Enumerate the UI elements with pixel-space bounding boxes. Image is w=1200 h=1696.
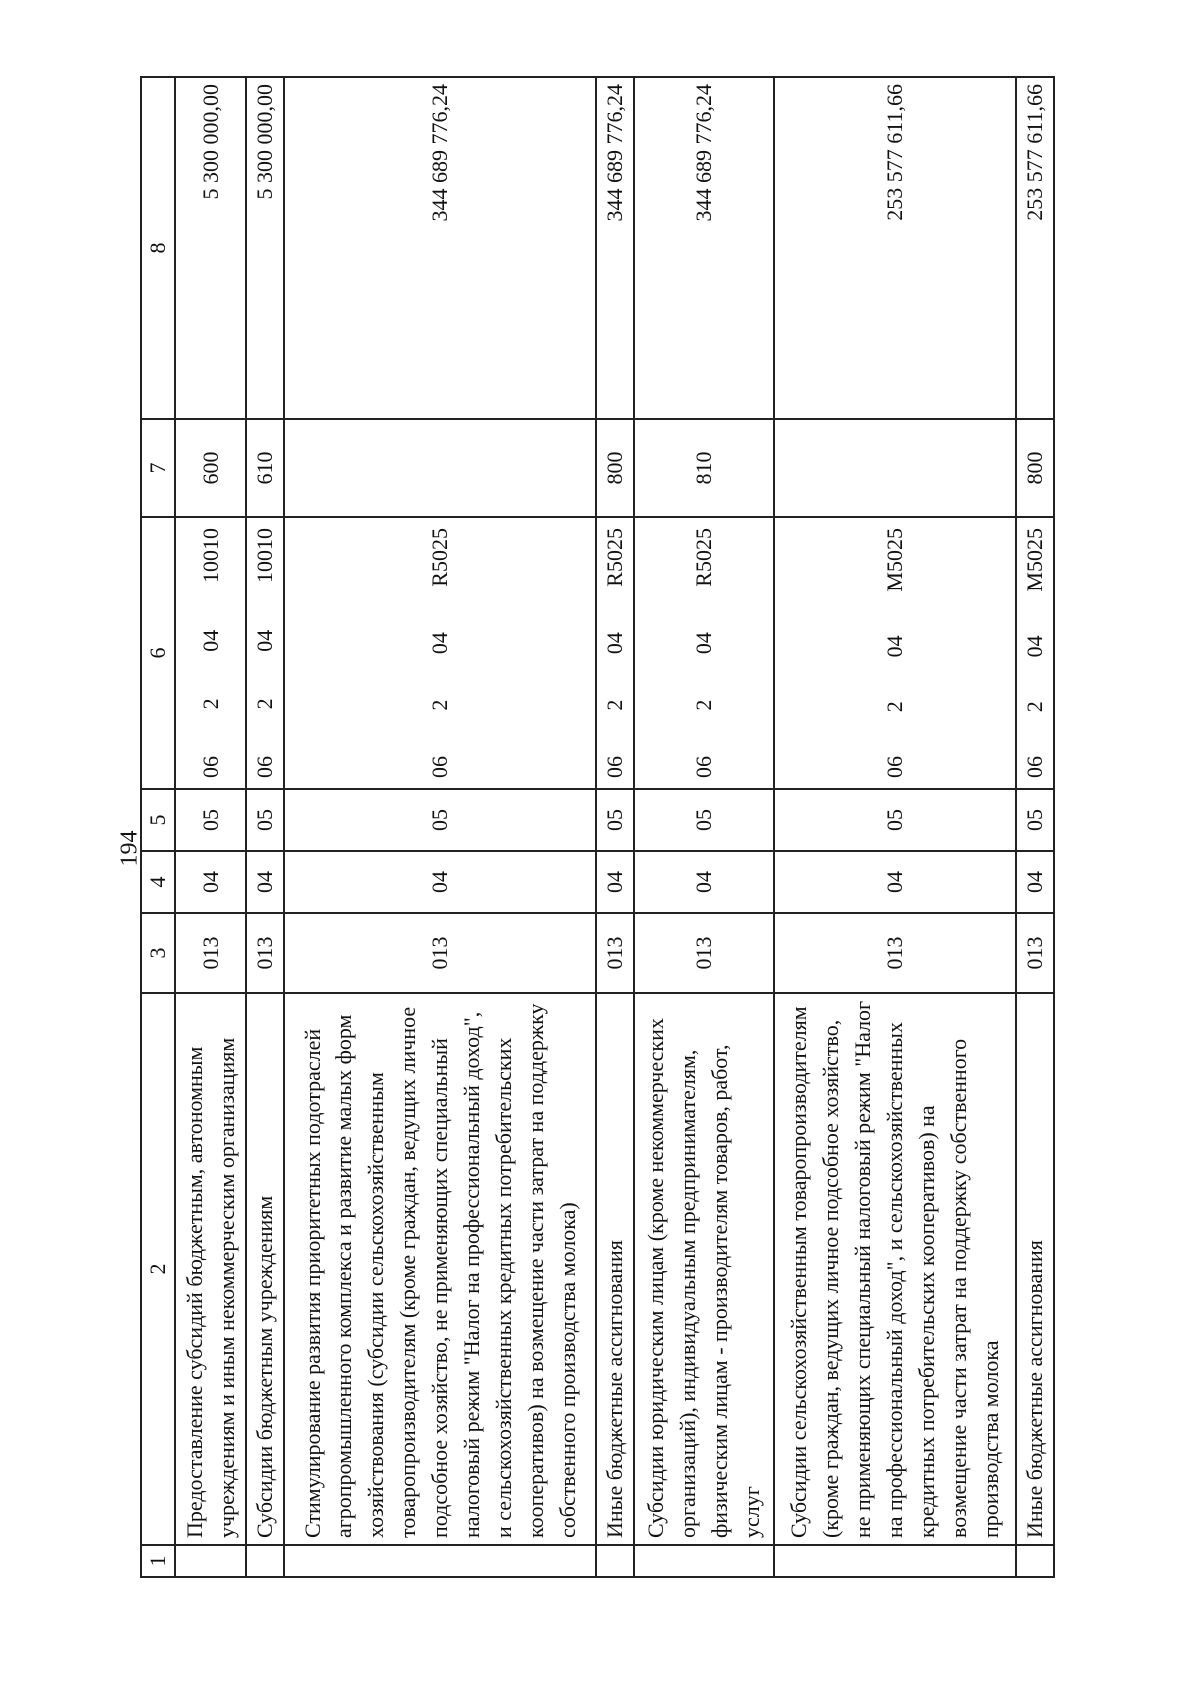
row-rz: 04: [1016, 851, 1054, 913]
csr-program: 06: [690, 756, 716, 778]
row-amount: 5 300 000,00: [175, 77, 246, 419]
csr-subprogram: 2: [881, 701, 907, 713]
table-row: [1016, 77, 1054, 1577]
header-col-1: 1: [141, 1545, 175, 1577]
row-index-cell: [634, 1545, 774, 1577]
row-name: Иные бюджетные ассигнования: [596, 993, 634, 1545]
header-col-6: 6: [141, 517, 175, 789]
csr-direction: 10010: [197, 528, 223, 584]
row-vr: 610: [246, 419, 284, 517]
row-amount: 344 689 776,24: [634, 77, 774, 419]
budget-table: [140, 76, 1055, 1578]
header-col-3: 3: [141, 913, 175, 993]
table-row: [596, 77, 634, 1577]
row-vr: 800: [1016, 419, 1054, 517]
csr-direction: M5025: [1022, 528, 1048, 592]
csr-event: 04: [427, 632, 453, 655]
csr-program: 06: [427, 756, 453, 778]
csr-subprogram: 2: [252, 698, 278, 710]
row-rz: 04: [246, 851, 284, 913]
header-col-8: 8: [141, 77, 175, 419]
row-rz: 04: [284, 851, 596, 913]
row-csr: [246, 517, 284, 789]
row-pr: 05: [1016, 789, 1054, 851]
table-row: [246, 77, 284, 1577]
row-index-cell: [774, 1545, 1017, 1577]
csr-program: 06: [252, 756, 278, 778]
row-csr: [634, 517, 774, 789]
row-name: Субсидии сельскохозяйственным товаропроизводителям (кроме граждан, ведущих личное подсобное хозяйство, не применяющих специальный налоговый режим "Налог на профессиональный доход", и сельскохозяйственных кредитных потребительских кооперативов) на возмещение части затрат на поддержку собственного производства молока: [774, 993, 1017, 1545]
row-grbs: 013: [774, 913, 1017, 993]
csr-program: 06: [602, 756, 628, 778]
csr-subprogram: 2: [1022, 701, 1048, 713]
budget-table-wrapper: [140, 78, 1055, 1578]
row-name: Предоставление субсидий бюджетным, автономным учреждениям и иным некоммерческим организациям: [175, 993, 246, 1545]
row-grbs: 013: [246, 913, 284, 993]
csr-subprogram: 2: [602, 699, 628, 711]
csr-event: 04: [252, 629, 278, 652]
row-index-cell: [175, 1545, 246, 1577]
row-amount: 253 577 611,66: [1016, 77, 1054, 419]
row-rz: 04: [175, 851, 246, 913]
page-number-text: 194: [116, 830, 143, 866]
csr-subprogram: 2: [690, 699, 716, 711]
row-csr: [1016, 517, 1054, 789]
csr-direction: R5025: [427, 528, 453, 587]
table-row: [284, 77, 596, 1577]
row-vr: 800: [596, 419, 634, 517]
row-grbs: 013: [596, 913, 634, 993]
csr-program: 06: [197, 756, 223, 778]
header-col-5: 5: [141, 789, 175, 851]
table-row: [774, 77, 1017, 1577]
row-pr: 05: [284, 789, 596, 851]
header-row: [141, 77, 175, 1577]
row-pr: 05: [774, 789, 1017, 851]
row-vr: [284, 419, 596, 517]
csr-subprogram: 2: [197, 698, 223, 710]
row-name: Субсидии бюджетным учреждениям: [246, 993, 284, 1545]
row-grbs: 013: [284, 913, 596, 993]
row-vr: [774, 419, 1017, 517]
row-rz: 04: [634, 851, 774, 913]
row-pr: 05: [596, 789, 634, 851]
row-vr: 600: [175, 419, 246, 517]
header-col-4: 4: [141, 851, 175, 913]
csr-event: 04: [881, 635, 907, 658]
csr-direction: R5025: [690, 528, 716, 587]
row-index-cell: [596, 1545, 634, 1577]
row-vr: 810: [634, 419, 774, 517]
csr-event: 04: [602, 632, 628, 655]
row-amount: 344 689 776,24: [284, 77, 596, 419]
header-col-7: 7: [141, 419, 175, 517]
row-grbs: 013: [634, 913, 774, 993]
row-csr: [596, 517, 634, 789]
row-grbs: 013: [175, 913, 246, 993]
row-pr: 05: [175, 789, 246, 851]
header-col-2: 2: [141, 993, 175, 1545]
row-name: Стимулирование развития приоритетных подотраслей агропромышленного комплекса и развитие малых форм хозяйствования (субсидии сельскохозяйственным товаропроизводителям (кроме граждан, ведущих личное подсобное хозяйство, не применяющих специальный налоговый режим "Налог на профессиональный доход", и сельскохозяйственных кредитных потребительских кооперативов) на возмещение части затрат на поддержку собственного производства молока): [284, 993, 596, 1545]
row-csr: [175, 517, 246, 789]
row-amount: 5 300 000,00: [246, 77, 284, 419]
row-rz: 04: [596, 851, 634, 913]
row-amount: 344 689 776,24: [596, 77, 634, 419]
row-pr: 05: [246, 789, 284, 851]
row-index-cell: [1016, 1545, 1054, 1577]
row-csr: [284, 517, 596, 789]
csr-event: 04: [197, 629, 223, 652]
row-rz: 04: [774, 851, 1017, 913]
csr-direction: R5025: [602, 528, 628, 587]
row-pr: 05: [634, 789, 774, 851]
row-csr: [774, 517, 1017, 789]
csr-direction: 10010: [252, 528, 278, 584]
csr-subprogram: 2: [427, 699, 453, 711]
row-name: Субсидии юридическим лицам (кроме некоммерческих организаций), индивидуальным предпринимателям, физическим лицам - производителям товаров, работ, услуг: [634, 993, 774, 1545]
csr-program: 06: [881, 756, 907, 778]
row-index-cell: [246, 1545, 284, 1577]
csr-event: 04: [690, 632, 716, 655]
csr-event: 04: [1022, 635, 1048, 658]
row-amount: 253 577 611,66: [774, 77, 1017, 419]
row-index-cell: [284, 1545, 596, 1577]
table-row: [634, 77, 774, 1577]
csr-direction: M5025: [881, 528, 907, 592]
row-name: Иные бюджетные ассигнования: [1016, 993, 1054, 1545]
csr-program: 06: [1022, 756, 1048, 778]
table-row: [175, 77, 246, 1577]
row-grbs: 013: [1016, 913, 1054, 993]
